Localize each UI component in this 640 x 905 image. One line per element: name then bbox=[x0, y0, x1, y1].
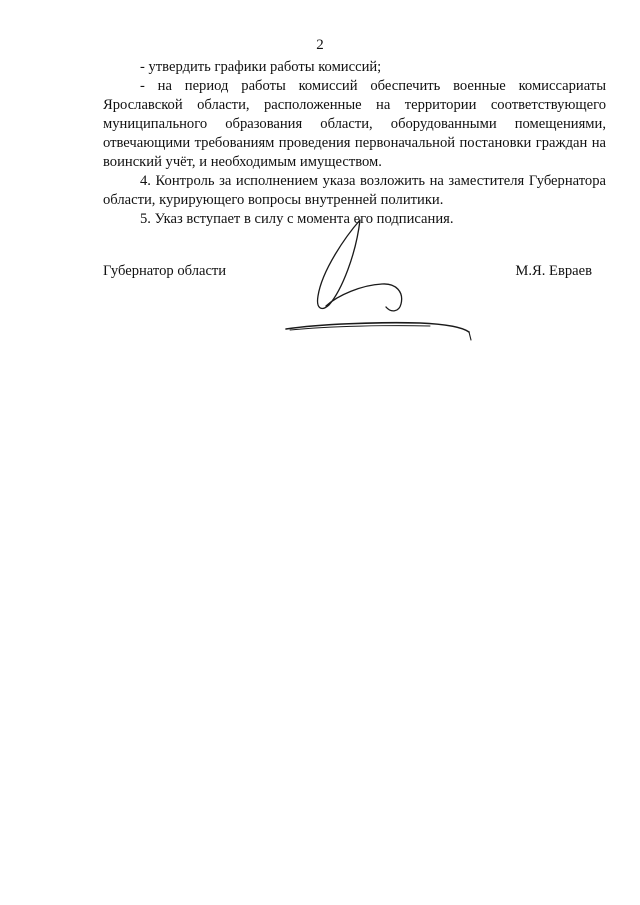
signer-title: Губернатор области bbox=[103, 263, 227, 279]
document-body bbox=[103, 58, 606, 229]
paragraph-control: 4. Контроль за исполнением указа возложить на заместителя Губернатора области, курирующего вопросы внутренней политики. bbox=[103, 173, 606, 208]
paragraph-provide-premises: - на период работы комиссий обеспечить военные комиссариаты Ярославской области, расположенные на территории соответствующего муниципального образования области, оборудованными помещениями, отвечающими требованиям проведения первоначальной постановки граждан на воинский учёт, и необходимым имуществом. bbox=[103, 78, 606, 170]
signature-underline-stroke bbox=[286, 323, 469, 332]
page-number: 2 bbox=[316, 37, 324, 53]
signature-flourish-stroke bbox=[326, 284, 402, 311]
signature-loop-stroke bbox=[318, 220, 360, 308]
signer-name: М.Я. Евраев bbox=[515, 263, 592, 279]
signature-tail-stroke bbox=[469, 332, 471, 340]
handwritten-signature bbox=[280, 212, 480, 342]
paragraph-effective-date: 5. Указ вступает в силу с момента его подписания. bbox=[140, 211, 454, 227]
paragraph-approve-schedules: - утвердить графики работы комиссий; bbox=[140, 59, 382, 75]
